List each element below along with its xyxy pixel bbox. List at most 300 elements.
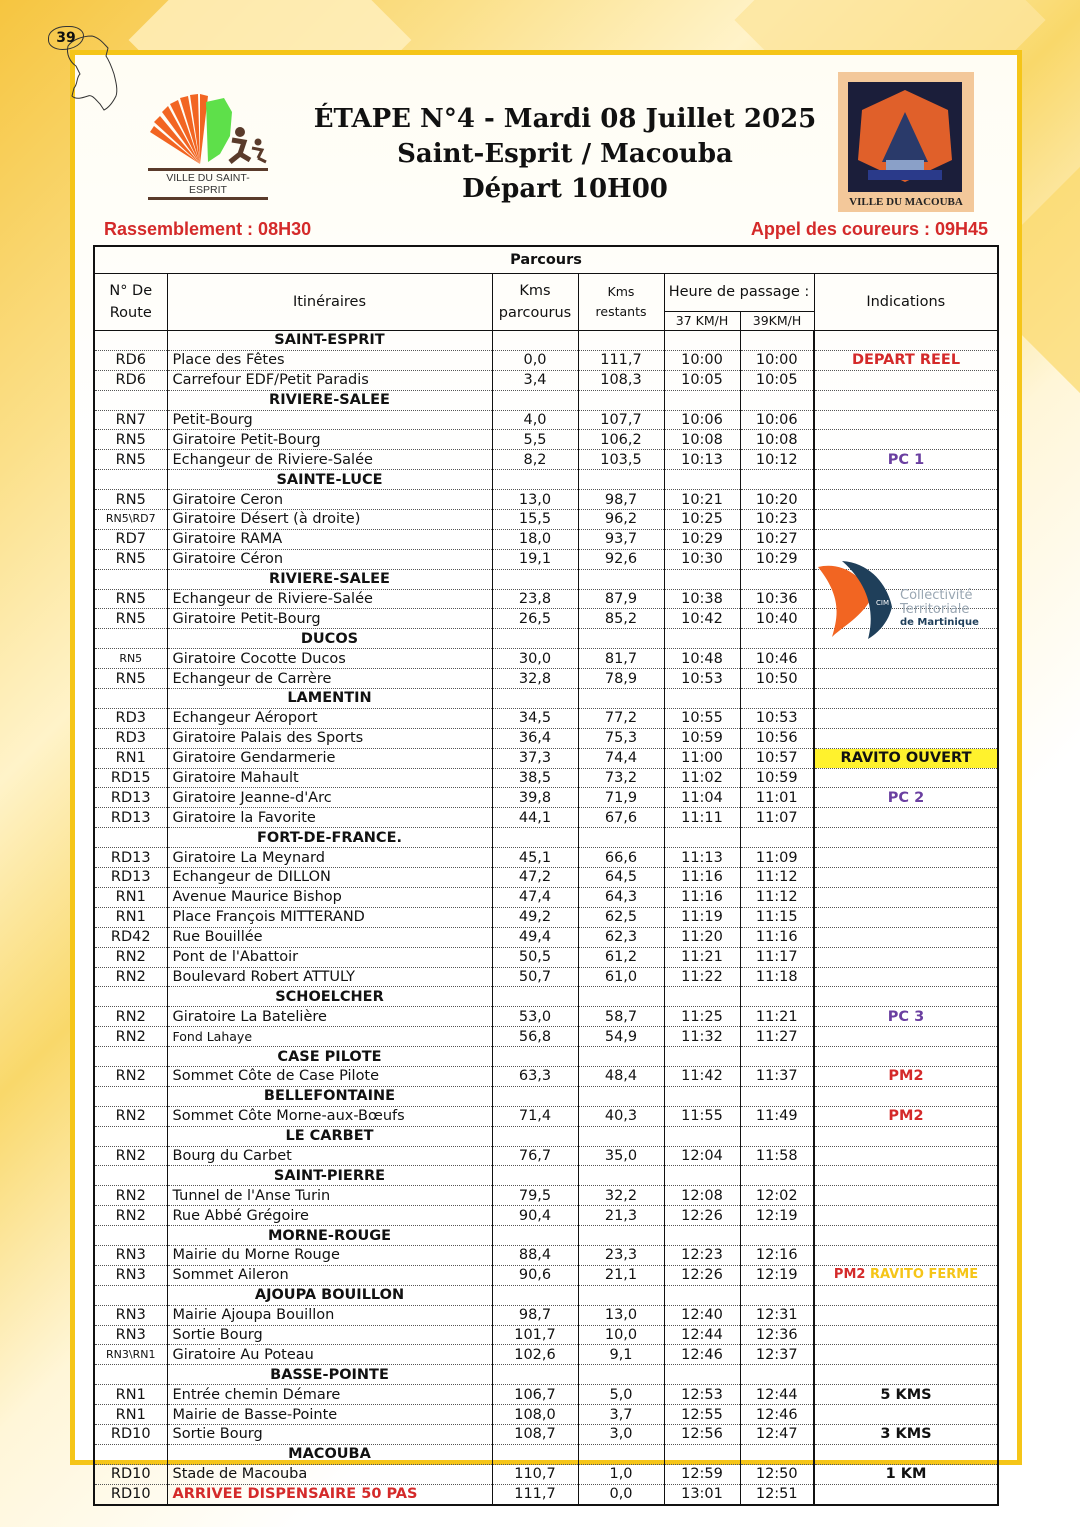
col-header-kms-parcourus-l2: parcourus [498,305,572,321]
route-cell: RN3 [94,1305,167,1325]
time-37-cell: 10:53 [664,669,740,689]
indication-text: 3 KMS [880,1426,932,1443]
indication-cell [814,748,998,768]
time-39-cell: 12:19 [740,1206,814,1226]
indication-cell [814,470,998,490]
indication-cell [814,907,998,927]
kms-restants-cell: 61,0 [578,967,664,987]
indication-cell [814,947,998,967]
kms-parcourus-cell: 90,4 [492,1206,578,1226]
indication-cell [814,868,998,888]
indication-cell [814,1066,998,1086]
itineraire-cell: Giratoire Petit-Bourg [167,430,492,450]
section-name: LE CARBET [167,1126,492,1146]
kms-restants-cell: 92,6 [578,549,664,569]
macouba-emblem-icon [848,82,962,192]
kms-restants-cell [578,569,664,589]
time-39-cell: 11:49 [740,1106,814,1126]
time-39-cell: 10:08 [740,430,814,450]
itineraire-cell: Echangeur de Riviere-Salée [167,589,492,609]
time-37-cell: 12:23 [664,1245,740,1265]
kms-restants-cell: 32,2 [578,1186,664,1206]
itineraire-cell: Fond Lahaye [167,1027,492,1047]
itineraire-cell: Pont de l'Abattoir [167,947,492,967]
kms-parcourus-cell: 23,8 [492,589,578,609]
table-row [94,927,998,947]
route-cell: RN2 [94,1027,167,1047]
kms-parcourus-cell [492,470,578,490]
route-cell: RD10 [94,1484,167,1504]
kms-restants-cell: 3,7 [578,1405,664,1425]
time-37-cell: 11:00 [664,748,740,768]
time-39-cell: 10:05 [740,370,814,390]
section-row [94,1047,998,1067]
time-37-cell: 11:20 [664,927,740,947]
table-row [94,768,998,788]
indication-cell [814,967,998,987]
time-39-cell: 11:16 [740,927,814,947]
table-row [94,1027,998,1047]
route-cell: RD3 [94,728,167,748]
kms-restants-cell: 111,7 [578,350,664,370]
kms-restants-cell: 108,3 [578,370,664,390]
time-37-cell: 11:02 [664,768,740,788]
route-cell: RD13 [94,868,167,888]
indication-cell [814,689,998,709]
svg-text:Collectivité: Collectivité [900,588,973,603]
time-37-cell: 11:55 [664,1106,740,1126]
kms-parcourus-cell: 32,8 [492,669,578,689]
time-39-cell: 10:56 [740,728,814,748]
kms-restants-cell: 62,5 [578,907,664,927]
indication-text: PM2 [888,1108,924,1125]
time-37-cell: 11:22 [664,967,740,987]
indication-cell [814,927,998,947]
indication-cell [814,669,998,689]
table-row [94,450,998,470]
time-37-cell: 12:59 [664,1464,740,1484]
itineraire-cell: Carrefour EDF/Petit Paradis [167,370,492,390]
time-39-cell: 11:09 [740,848,814,868]
kms-restants-cell: 9,1 [578,1345,664,1365]
route-cell: RN7 [94,410,167,430]
section-row [94,1166,998,1186]
time-37-cell: 13:01 [664,1484,740,1504]
route-cell: RN5 [94,549,167,569]
route-cell [94,689,167,709]
kms-restants-cell: 96,2 [578,510,664,530]
section-row [94,987,998,1007]
time-39-cell: 11:58 [740,1146,814,1166]
route-cell: RD7 [94,529,167,549]
time-39-cell: 12:02 [740,1186,814,1206]
kms-restants-cell: 13,0 [578,1305,664,1325]
kms-restants-cell: 74,4 [578,748,664,768]
indication-cell [814,1365,998,1385]
time-37-cell: 11:21 [664,947,740,967]
table-row [94,748,998,768]
indication-cell [814,649,998,669]
section-name: SCHOELCHER [167,987,492,1007]
macouba-emblem [848,82,962,192]
kms-parcourus-cell: 0,0 [492,350,578,370]
kms-parcourus-cell: 47,2 [492,868,578,888]
time-37-cell: 11:16 [664,868,740,888]
time-39-cell [740,1047,814,1067]
kms-parcourus-cell: 13,0 [492,490,578,510]
section-name: AJOUPA BOUILLON [167,1285,492,1305]
time-37-cell: 10:38 [664,589,740,609]
route-cell: RD42 [94,927,167,947]
table-row [94,1464,998,1484]
time-39-cell [740,1166,814,1186]
kms-restants-cell: 103,5 [578,450,664,470]
indication-text: 1 KM [885,1466,927,1483]
kms-parcourus-cell: 98,7 [492,1305,578,1325]
table-row [94,1345,998,1365]
kms-parcourus-cell: 88,4 [492,1245,578,1265]
indication-cell [814,1226,998,1246]
indication-cell [814,887,998,907]
time-37-cell [664,1226,740,1246]
table-title: Parcours [94,246,998,274]
kms-restants-cell: 0,0 [578,1484,664,1504]
collectivite-territoriale-martinique-logo [812,557,992,643]
indication-text: PC 3 [887,1008,925,1025]
indication-cell [814,1444,998,1464]
kms-parcourus-cell: 56,8 [492,1027,578,1047]
itineraire-cell: Giratoire Gendarmerie [167,748,492,768]
indication-cell [814,1047,998,1067]
time-39-cell [740,1086,814,1106]
route-cell [94,1365,167,1385]
col-header-itineraires: Itinéraires [167,274,492,331]
itineraire-cell: Giratoire Cocotte Ducos [167,649,492,669]
kms-restants-cell: 87,9 [578,589,664,609]
indication-cell [814,1305,998,1325]
time-39-cell [740,1285,814,1305]
col-header-route-l1: N° De [109,283,153,299]
col-header-speed-37: 37 KM/H [664,311,740,330]
indication-cell [814,490,998,510]
table-row [94,868,998,888]
kms-restants-cell: 21,1 [578,1265,664,1285]
indication-cell [814,410,998,430]
section-name: SAINT-PIERRE [167,1166,492,1186]
itineraire-cell: Giratoire Ceron [167,490,492,510]
time-37-cell [664,1086,740,1106]
route-cell: RN5 [94,649,167,669]
itineraire-cell: Sommet Aileron [167,1265,492,1285]
section-name: FORT-DE-FRANCE. [167,828,492,848]
kms-parcourus-cell: 108,7 [492,1424,578,1444]
kms-parcourus-cell: 34,5 [492,708,578,728]
indication-cell [814,1345,998,1365]
time-39-cell [740,1444,814,1464]
kms-restants-cell: 54,9 [578,1027,664,1047]
route-cell: RN2 [94,1186,167,1206]
kms-restants-cell: 71,9 [578,788,664,808]
route-table-body [94,331,998,1505]
col-header-route-l2: Route [109,305,152,321]
time-37-cell: 11:19 [664,907,740,927]
time-37-cell [664,1365,740,1385]
time-37-cell [664,390,740,410]
time-39-cell: 10:06 [740,410,814,430]
time-37-cell: 11:32 [664,1027,740,1047]
section-row [94,1126,998,1146]
itineraire-cell: Echangeur de Riviere-Salée [167,450,492,470]
section-name: CASE PILOTE [167,1047,492,1067]
kms-parcourus-cell [492,569,578,589]
route-cell: RD13 [94,788,167,808]
indication-cell [814,987,998,1007]
kms-parcourus-cell [492,828,578,848]
itineraire-cell: Giratoire Désert (à droite) [167,510,492,530]
time-37-cell: 10:48 [664,649,740,669]
indication-text: PM2 [833,1267,866,1283]
route-cell: RN5 [94,669,167,689]
kms-parcourus-cell [492,1086,578,1106]
itineraire-cell: Place des Fêtes [167,350,492,370]
route-cell [94,1444,167,1464]
kms-restants-cell [578,1047,664,1067]
indication-cell [814,1285,998,1305]
table-row [94,1405,998,1425]
section-name: MORNE-ROUGE [167,1226,492,1246]
route-cell: RD6 [94,350,167,370]
table-row [94,728,998,748]
itineraire-cell: Giratoire Petit-Bourg [167,609,492,629]
table-row [94,1106,998,1126]
col-header-kms-restants [578,274,664,331]
table-row [94,529,998,549]
time-39-cell: 10:00 [740,350,814,370]
time-39-cell: 10:36 [740,589,814,609]
indication-cell [814,788,998,808]
route-cell [94,828,167,848]
table-row [94,1484,998,1504]
time-37-cell: 11:13 [664,848,740,868]
time-37-cell [664,1126,740,1146]
time-37-cell: 11:04 [664,788,740,808]
time-39-cell: 10:29 [740,549,814,569]
time-37-cell: 10:05 [664,370,740,390]
indication-cell [814,1245,998,1265]
section-name: RIVIERE-SALEE [167,390,492,410]
kms-restants-cell: 3,0 [578,1424,664,1444]
route-cell: RN5 [94,450,167,470]
kms-parcourus-cell: 18,0 [492,529,578,549]
section-row [94,1444,998,1464]
table-row [94,1325,998,1345]
time-39-cell: 11:17 [740,947,814,967]
indication-text: PC 1 [887,451,925,468]
kms-parcourus-cell [492,331,578,351]
time-39-cell [740,1126,814,1146]
kms-restants-cell: 66,6 [578,848,664,868]
time-39-cell: 11:21 [740,1007,814,1027]
time-39-cell: 10:50 [740,669,814,689]
itineraire-cell: Place François MITTERAND [167,907,492,927]
kms-restants-cell [578,1166,664,1186]
kms-restants-cell: 78,9 [578,669,664,689]
itineraire-cell: Giratoire la Favorite [167,808,492,828]
kms-restants-cell: 35,0 [578,1146,664,1166]
time-39-cell [740,629,814,649]
section-name: DUCOS [167,629,492,649]
route-cell: RN2 [94,1007,167,1027]
time-37-cell: 10:42 [664,609,740,629]
itineraire-cell: Mairie Ajoupa Bouillon [167,1305,492,1325]
time-37-cell: 10:06 [664,410,740,430]
route-cell: RN2 [94,1066,167,1086]
kms-restants-cell: 98,7 [578,490,664,510]
indication-cell [814,1027,998,1047]
table-row [94,1265,998,1285]
kms-parcourus-cell: 4,0 [492,410,578,430]
kms-parcourus-cell [492,1444,578,1464]
indication-cell [814,529,998,549]
route-cell: RD6 [94,370,167,390]
route-cell [94,331,167,351]
indication-cell [814,1484,998,1504]
route-cell [94,1126,167,1146]
itineraire-cell: Echangeur Aéroport [167,708,492,728]
time-37-cell: 11:16 [664,887,740,907]
table-row [94,410,998,430]
indication-cell [814,510,998,530]
time-39-cell: 12:44 [740,1385,814,1405]
time-39-cell: 11:07 [740,808,814,828]
time-39-cell: 12:46 [740,1405,814,1425]
indication-cell [814,1405,998,1425]
kms-restants-cell: 107,7 [578,410,664,430]
table-row [94,490,998,510]
kms-parcourus-cell [492,1166,578,1186]
time-37-cell [664,1444,740,1464]
route-cell [94,1086,167,1106]
time-37-cell [664,331,740,351]
time-37-cell: 12:26 [664,1206,740,1226]
time-39-cell: 12:19 [740,1265,814,1285]
route-cell [94,1285,167,1305]
saint-esprit-logo-label: VILLE DU SAINT-ESPRIT [148,168,268,200]
kms-parcourus-cell: 15,5 [492,510,578,530]
section-name: LAMENTIN [167,689,492,709]
kms-restants-cell: 48,4 [578,1066,664,1086]
kms-parcourus-cell: 3,4 [492,370,578,390]
time-39-cell: 11:37 [740,1066,814,1086]
kms-parcourus-cell [492,1047,578,1067]
indication-text: RAVITO OUVERT [840,750,972,767]
kms-restants-cell: 77,2 [578,708,664,728]
table-row [94,848,998,868]
time-39-cell [740,569,814,589]
table-row [94,430,998,450]
kms-restants-cell: 10,0 [578,1325,664,1345]
kms-parcourus-cell: 49,2 [492,907,578,927]
time-39-cell [740,1226,814,1246]
route-cell: RN1 [94,1405,167,1425]
indication-cell [814,1325,998,1345]
itineraire-cell: Sommet Côte de Case Pilote [167,1066,492,1086]
section-row [94,470,998,490]
itineraire-cell: Avenue Maurice Bishop [167,887,492,907]
route-cell: RN2 [94,947,167,967]
time-39-cell: 10:12 [740,450,814,470]
route-cell [94,569,167,589]
col-header-kms-restants-l1: Kms [607,284,635,299]
route-cell: RN5 [94,430,167,450]
time-39-cell: 10:23 [740,510,814,530]
indication-cell [814,1424,998,1444]
itineraire-cell: Mairie du Morne Rouge [167,1245,492,1265]
route-cell: RN1 [94,907,167,927]
itineraire-cell: Entrée chemin Démare [167,1385,492,1405]
time-39-cell: 12:36 [740,1325,814,1345]
indication-text: 5 KMS [880,1386,932,1403]
section-row [94,1365,998,1385]
route-cell: RN2 [94,967,167,987]
indication-cell [814,1086,998,1106]
kms-parcourus-cell [492,987,578,1007]
route-cell: RD15 [94,768,167,788]
route-cell: RD10 [94,1464,167,1484]
section-name: BELLEFONTAINE [167,1086,492,1106]
route-cell [94,1226,167,1246]
kms-restants-cell: 61,2 [578,947,664,967]
table-row [94,708,998,728]
indication-ravito-ferme: RAVITO FERME [869,1267,979,1283]
kms-restants-cell: 5,0 [578,1385,664,1405]
route-cell: RN2 [94,1106,167,1126]
time-37-cell: 12:08 [664,1186,740,1206]
col-header-route [94,274,167,331]
route-cell [94,1166,167,1186]
route-cell: RN2 [94,1146,167,1166]
route-cell: RN1 [94,1385,167,1405]
indication-cell [814,1464,998,1484]
section-row [94,1226,998,1246]
macouba-logo [838,72,974,212]
table-row [94,788,998,808]
section-row [94,1086,998,1106]
route-cell: RN2 [94,1206,167,1226]
kms-restants-cell: 81,7 [578,649,664,669]
kms-parcourus-cell: 45,1 [492,848,578,868]
route-cell: RN5\RD7 [94,510,167,530]
itineraire-cell: Tunnel de l'Anse Turin [167,1186,492,1206]
kms-restants-cell: 85,2 [578,609,664,629]
table-row [94,1146,998,1166]
route-cell [94,629,167,649]
kms-restants-cell: 93,7 [578,529,664,549]
kms-parcourus-cell: 39,8 [492,788,578,808]
indication-cell [814,430,998,450]
col-header-kms-restants-l2: restants [595,304,647,319]
time-39-cell: 12:50 [740,1464,814,1484]
time-37-cell [664,1166,740,1186]
time-37-cell [664,828,740,848]
time-39-cell: 12:47 [740,1424,814,1444]
kms-restants-cell: 106,2 [578,430,664,450]
kms-restants-cell [578,1444,664,1464]
route-cell: RD3 [94,708,167,728]
appel-coureurs-time: Appel des coureurs : 09H45 [750,219,988,239]
time-39-cell: 12:37 [740,1345,814,1365]
kms-parcourus-cell: 108,0 [492,1405,578,1425]
